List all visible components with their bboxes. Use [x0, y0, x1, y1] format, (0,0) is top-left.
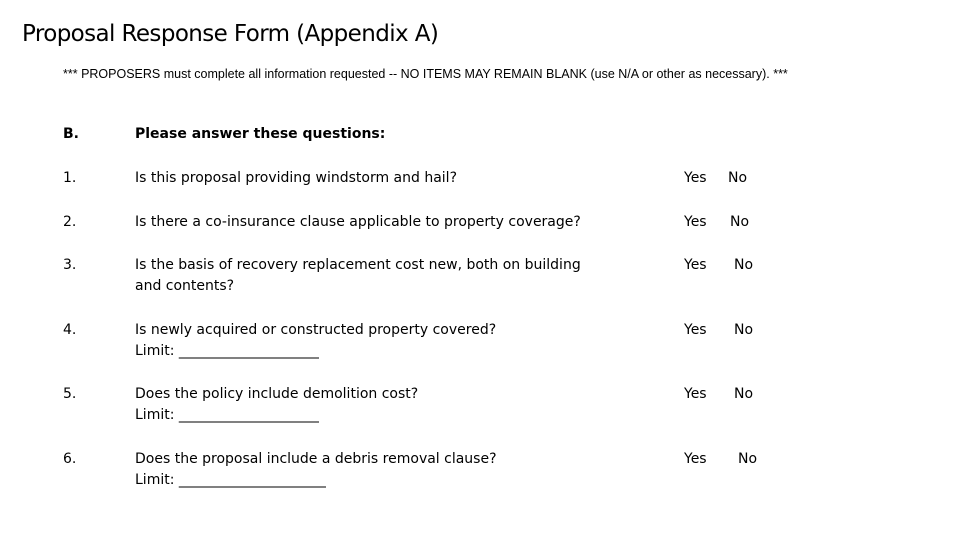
- instructions-text: *** PROPOSERS must complete all information requested -- NO ITEMS MAY REMAIN BLANK (use N/A or other as necessary). ***: [63, 67, 788, 81]
- section-heading: Please answer these questions:: [135, 126, 386, 142]
- no-option[interactable]: No: [734, 386, 754, 402]
- question-number: 4.: [63, 322, 77, 338]
- yes-option[interactable]: Yes: [684, 257, 707, 273]
- no-option[interactable]: No: [738, 451, 758, 467]
- yes-option[interactable]: Yes: [684, 322, 707, 338]
- question-line: Is this proposal providing windstorm and hail?: [135, 170, 457, 186]
- question-number: 2.: [63, 214, 77, 230]
- question-number: 3.: [63, 257, 77, 273]
- question-number: 6.: [63, 451, 77, 467]
- question-text: [135, 255, 581, 297]
- no-option[interactable]: No: [734, 322, 754, 338]
- question-line: and contents?: [135, 278, 235, 294]
- limit-field[interactable]: Limit: _____________________: [135, 472, 326, 488]
- question-line: Is the basis of recovery replacement cost new, both on building: [135, 257, 581, 273]
- limit-field[interactable]: Limit: ____________________: [135, 343, 319, 359]
- section-label: B.: [63, 126, 79, 142]
- question-text: [135, 384, 418, 426]
- question-number: 5.: [63, 386, 77, 402]
- question-text: [135, 449, 497, 491]
- question-number: 1.: [63, 170, 77, 186]
- page-title: Proposal Response Form (Appendix A): [22, 21, 439, 47]
- question-line: Is newly acquired or constructed property covered?: [135, 322, 497, 338]
- no-option[interactable]: No: [728, 170, 748, 186]
- limit-field[interactable]: Limit: ____________________: [135, 407, 319, 423]
- question-line: Does the proposal include a debris removal clause?: [135, 451, 497, 467]
- yes-option[interactable]: Yes: [684, 451, 707, 467]
- question-line: Does the policy include demolition cost?: [135, 386, 419, 402]
- no-option[interactable]: No: [734, 257, 754, 273]
- question-line: Is there a co-insurance clause applicable to property coverage?: [135, 214, 581, 230]
- question-text: [135, 320, 496, 362]
- yes-option[interactable]: Yes: [684, 170, 707, 186]
- question-text: [135, 212, 581, 233]
- question-text: [135, 168, 457, 189]
- yes-option[interactable]: Yes: [684, 386, 707, 402]
- no-option[interactable]: No: [730, 214, 750, 230]
- yes-option[interactable]: Yes: [684, 214, 707, 230]
